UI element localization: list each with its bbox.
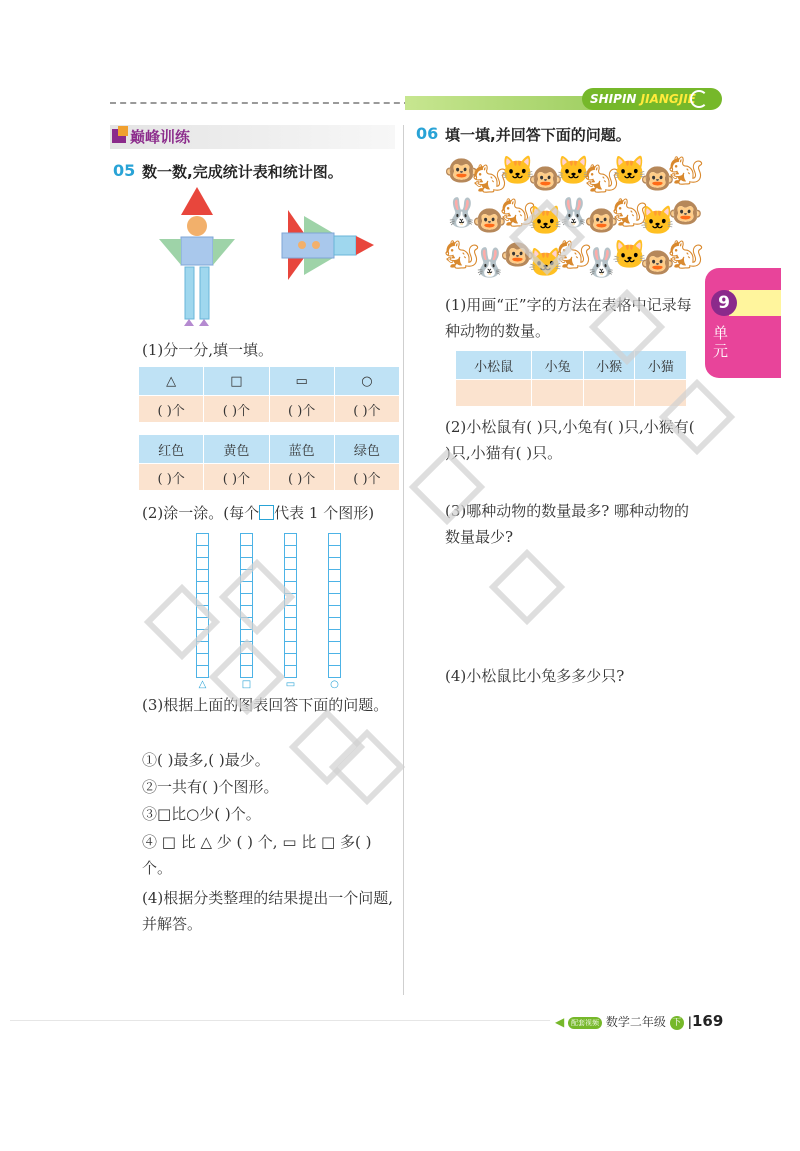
squirrel-icon: 🐿 (444, 238, 480, 271)
q05-title: 数一数,完成统计表和统计图。 (142, 163, 343, 181)
table1-header-rectangle: ▭ (269, 367, 334, 396)
grid-column-label: ▭ (285, 679, 296, 690)
animal-cell-monkey[interactable] (583, 380, 635, 407)
table2-header-green: 绿色 (334, 435, 399, 464)
page-number: 169 (691, 1012, 724, 1030)
q05-part4: (4)根据分类整理的结果提出一个问题,并解答。 (142, 889, 394, 933)
grid-column[interactable] (284, 534, 297, 692)
animal-cell-squirrel[interactable] (456, 380, 532, 407)
grid-column-label: △ (198, 679, 207, 690)
table2-header-red: 红色 (139, 435, 204, 464)
table1-header-circle: ○ (334, 367, 399, 396)
arrow-left-icon: ◀ (555, 1015, 565, 1029)
monkey-icon: 🐵 (668, 196, 703, 229)
rabbit-icon: 🐰 (584, 246, 619, 279)
q05-part3: (3)根据上面的图表回答下面的问题。 (142, 696, 389, 714)
q06-part1: (1)用画“正”字的方法在表格中记录每种动物的数量。 (445, 296, 692, 340)
q06-number: 06 (416, 124, 439, 143)
watermark-diamond (489, 549, 565, 625)
squirrel-icon: 🐿 (612, 196, 648, 229)
unit-square-icon (259, 505, 274, 520)
grid-cell[interactable] (328, 665, 341, 678)
rabbit-icon: 🐰 (444, 196, 479, 229)
table2-header-blue: 蓝色 (269, 435, 334, 464)
table1-cell-rectangle[interactable]: ( )个 (269, 396, 334, 423)
section-icon (112, 129, 126, 143)
table2-header-yellow: 黄色 (204, 435, 269, 464)
monkey-icon: 🐵 (528, 162, 563, 195)
grid-cell[interactable] (196, 665, 209, 678)
shape-count-table (138, 366, 400, 423)
cat-icon: 🐱 (528, 246, 563, 279)
q05-part1: (1)分一分,填一填。 (142, 341, 274, 359)
squirrel-icon: 🐿 (472, 162, 508, 195)
table2-cell-green[interactable]: ( )个 (334, 464, 399, 491)
squirrel-icon: 🐿 (556, 238, 592, 271)
monkey-icon: 🐵 (444, 154, 479, 187)
footer-badge: 配套视频 (568, 1017, 602, 1029)
unit-number: 9 (711, 290, 737, 316)
squirrel-icon: 🐿 (668, 154, 704, 187)
footer-book: 数学二年级 (605, 1015, 666, 1029)
column-divider (403, 125, 404, 995)
rabbit-icon: 🐰 (472, 246, 507, 279)
robot-svg (155, 185, 240, 330)
color-count-table (138, 434, 400, 491)
cat-icon: 🐱 (556, 154, 591, 187)
monkey-icon: 🐵 (640, 246, 675, 279)
q05-part2 (142, 500, 374, 526)
rabbit-icon: 🐰 (556, 196, 591, 229)
table1-cell-square[interactable]: ( )个 (204, 396, 269, 423)
q06-part4: (4)小松鼠比小兔多多少只? (445, 667, 625, 685)
monkey-icon: 🐵 (584, 204, 619, 237)
table1-cell-circle[interactable]: ( )个 (334, 396, 399, 423)
footer-line (10, 1020, 550, 1021)
header-label-a: SHIPIN (590, 92, 637, 106)
unit-side-tab (705, 268, 781, 378)
animal-header-cat: 小猫 (635, 351, 687, 380)
q05-part2-a: (2)涂一涂。(每个 (142, 504, 260, 522)
squirrel-icon: 🐿 (500, 196, 536, 229)
table1-cell-triangle[interactable]: ( )个 (139, 396, 204, 423)
table2-cell-red[interactable]: ( )个 (139, 464, 204, 491)
q05-part2-b: 代表 1 个图形) (274, 504, 375, 522)
animal-header-squirrel: 小松鼠 (456, 351, 532, 380)
footer (555, 1012, 723, 1030)
header-label-b: JIANGJIE (640, 92, 696, 106)
rocket-svg (278, 208, 378, 283)
q05-part3-3: ③□比○少( )个。 (142, 805, 261, 823)
swirl-icon (690, 90, 708, 108)
grid-column[interactable] (328, 534, 341, 692)
grid-column-label: □ (241, 679, 252, 690)
squirrel-icon: 🐿 (584, 162, 620, 195)
grid-column-label: ○ (330, 679, 339, 690)
table1-header-square: □ (204, 367, 269, 396)
table2-cell-yellow[interactable]: ( )个 (204, 464, 269, 491)
footer-term: 下 (670, 1016, 684, 1030)
unit-label: 单元 (713, 324, 729, 360)
footer-bar: | (687, 1015, 692, 1029)
q05-part3-1: ①( )最多,( )最少。 (142, 751, 270, 769)
monkey-icon: 🐵 (640, 162, 675, 195)
table2-cell-blue[interactable]: ( )个 (269, 464, 334, 491)
grid-cell[interactable] (284, 665, 297, 678)
cat-icon: 🐱 (612, 238, 647, 271)
q06-part3: (3)哪种动物的数量最多? 哪种动物的数量最少? (445, 502, 690, 546)
monkey-icon: 🐵 (500, 238, 535, 271)
q06-title: 填一填,并回答下面的问题。 (445, 126, 631, 144)
q05-part3-4: ④ □ 比 △ 少 ( ) 个, ▭ 比 □ 多( )个。 (142, 833, 372, 877)
cat-icon: 🐱 (528, 204, 563, 237)
animal-header-monkey: 小猴 (583, 351, 635, 380)
cat-icon: 🐱 (640, 204, 675, 237)
animal-cell-rabbit[interactable] (532, 380, 584, 407)
q05-part3-2: ②一共有( )个图形。 (142, 778, 279, 796)
squirrel-icon: 🐿 (668, 238, 704, 271)
animal-count-table (455, 350, 687, 407)
q06-part2: (2)小松鼠有( )只,小兔有( )只,小猴有( )只,小猫有( )只。 (445, 418, 695, 462)
q05-number: 05 (113, 161, 136, 180)
cat-icon: 🐱 (612, 154, 647, 187)
animal-header-rabbit: 小兔 (532, 351, 584, 380)
monkey-icon: 🐵 (472, 204, 507, 237)
section-title: 巅峰训练 (130, 128, 191, 146)
table1-header-triangle: △ (139, 367, 204, 396)
cat-icon: 🐱 (500, 154, 535, 187)
header-dashed-line (110, 102, 410, 104)
